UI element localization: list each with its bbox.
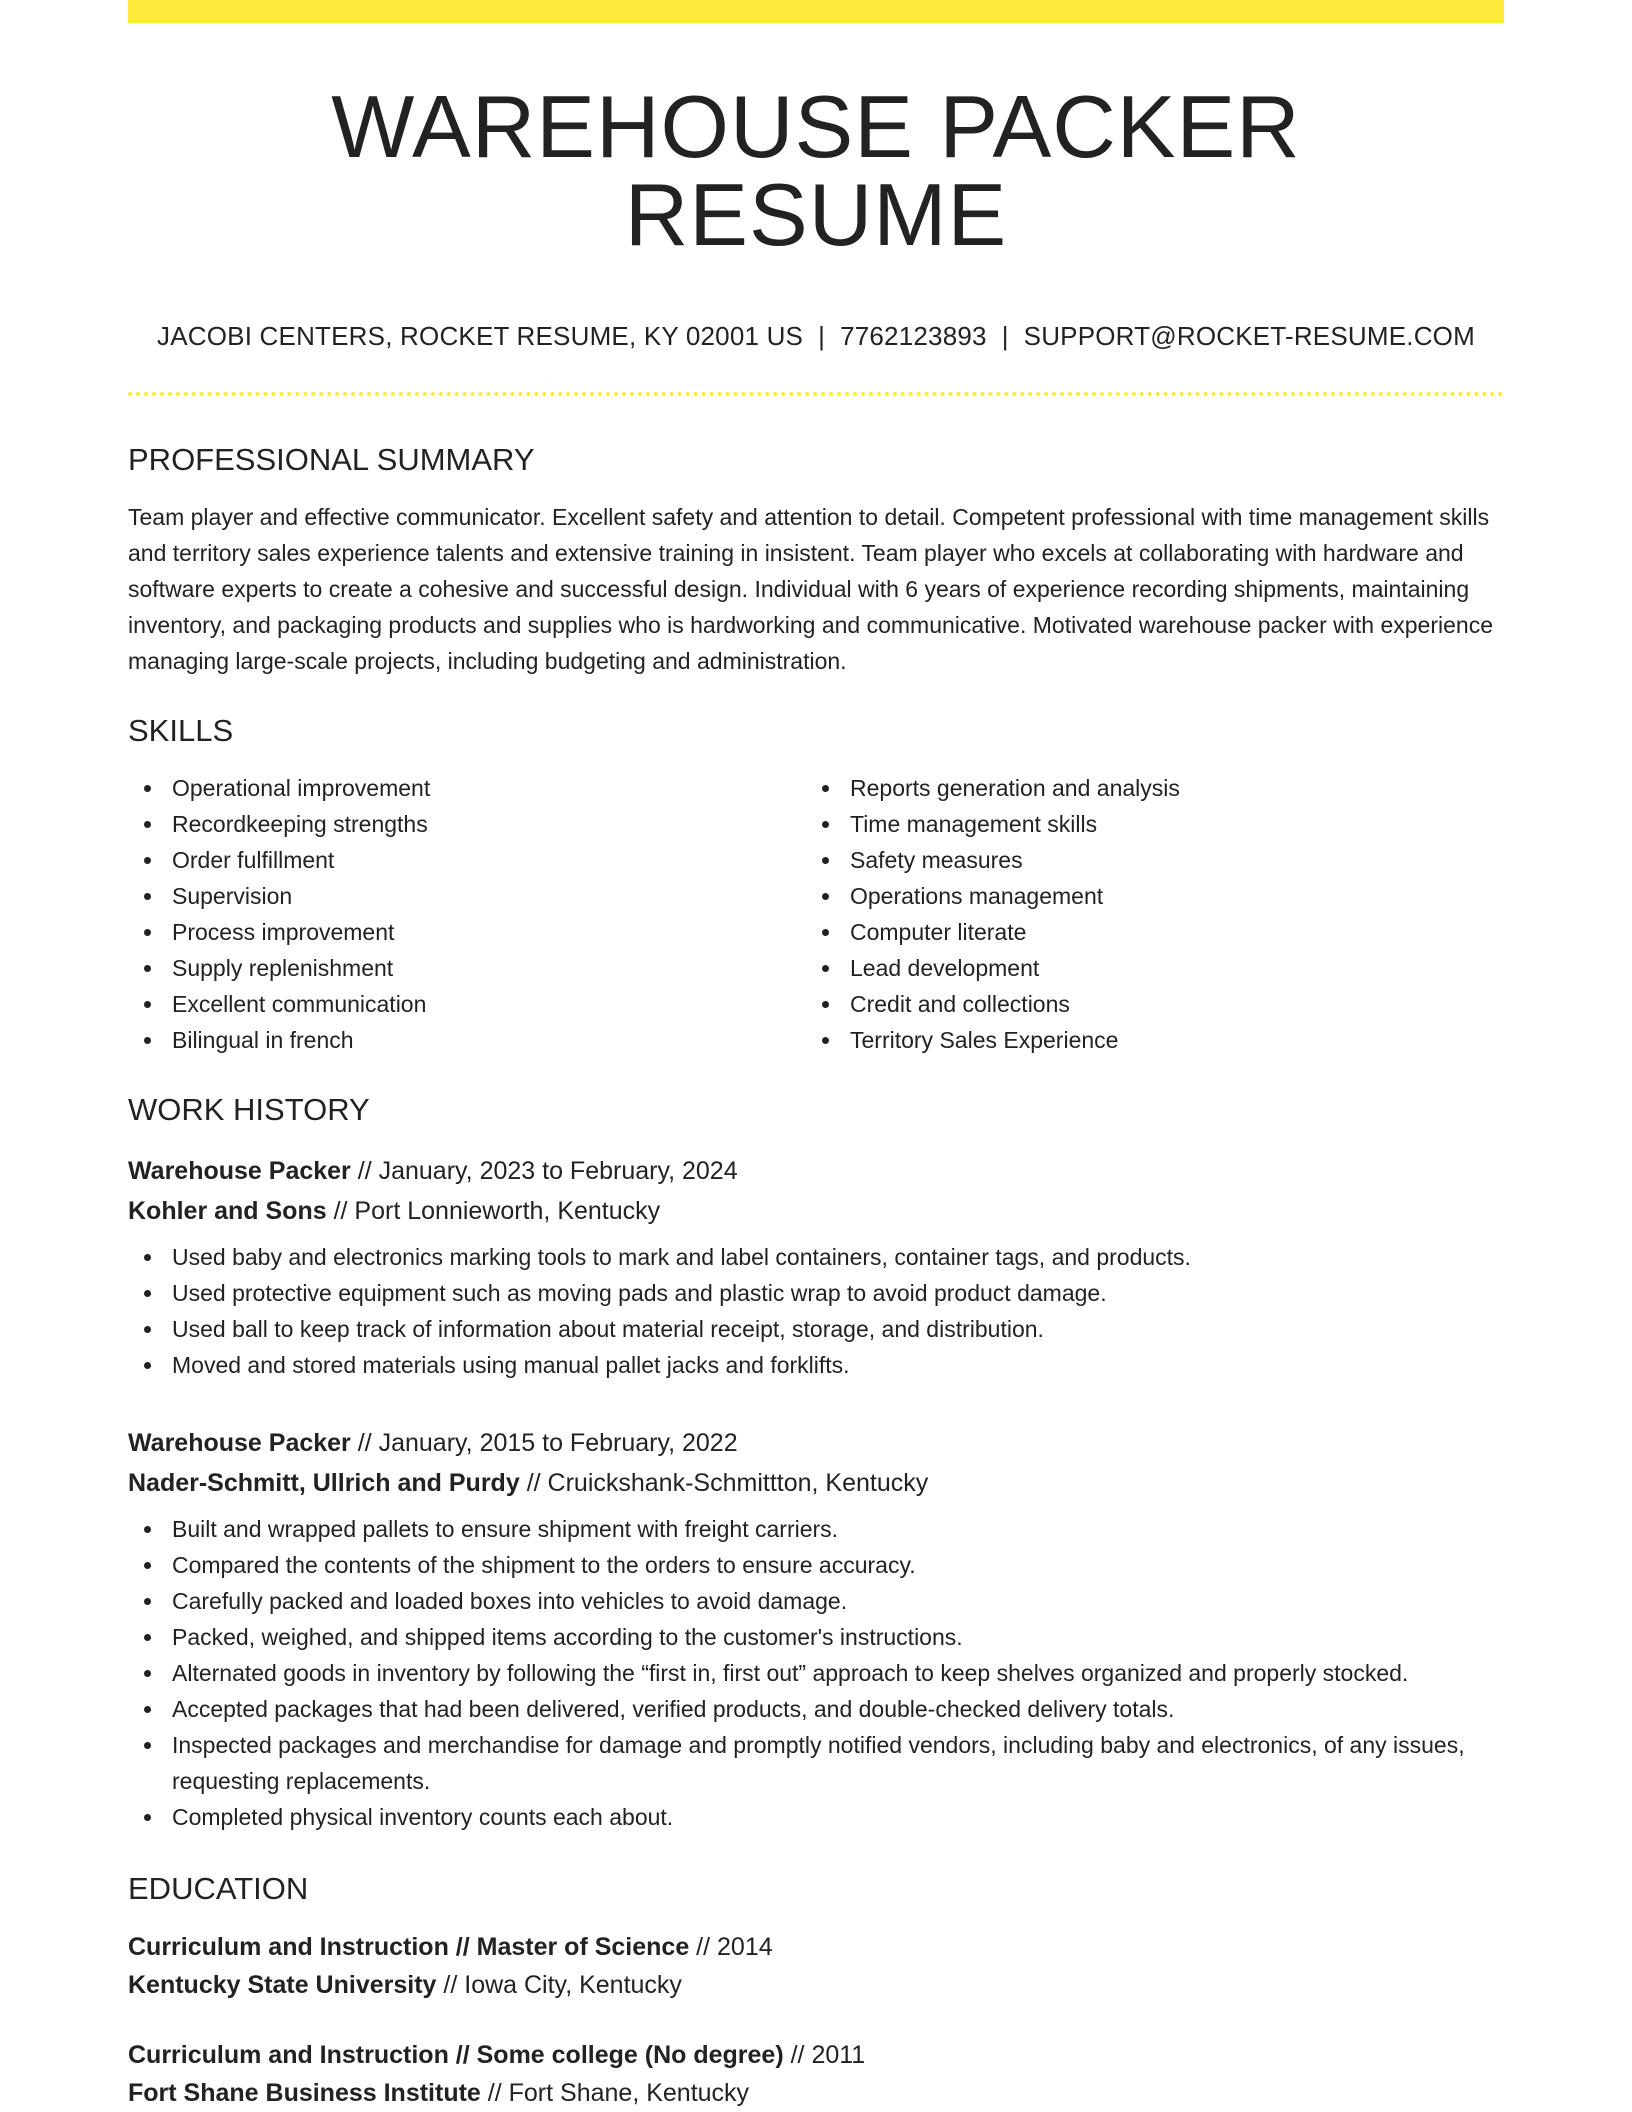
education-entry xyxy=(128,2036,1504,2112)
job-location: // Port Lonnieworth, Kentucky xyxy=(333,1197,661,1225)
skill-item xyxy=(128,1022,806,1058)
skill-label: Recordkeeping strengths xyxy=(172,811,428,837)
skill-item xyxy=(806,950,1484,986)
job-duties-list xyxy=(128,1511,1504,1835)
skill-label: Credit and collections xyxy=(850,991,1070,1017)
job-title-line xyxy=(128,1151,1504,1191)
bullet-icon xyxy=(144,929,151,936)
skill-item xyxy=(806,770,1484,806)
bullet-icon xyxy=(144,1362,151,1369)
contact-line xyxy=(128,323,1504,349)
education-school: Kentucky State University xyxy=(128,1971,437,1999)
top-accent-bar xyxy=(128,0,1504,23)
job-duties-list xyxy=(128,1239,1504,1383)
skill-label: Safety measures xyxy=(850,847,1023,873)
bullet-icon xyxy=(144,1598,151,1605)
bullet-icon xyxy=(144,1634,151,1641)
education-degree: Curriculum and Instruction // Master of Science xyxy=(128,1933,690,1961)
education-entry xyxy=(128,1928,1504,2004)
job-duty-item xyxy=(128,1583,1504,1619)
job-entry xyxy=(128,1423,1504,1835)
job-duty-item xyxy=(128,1347,1504,1383)
job-duty-text: Accepted packages that had been delivered, verified products, and double-checked delivery totals. xyxy=(172,1696,1175,1722)
job-duty-text: Used protective equipment such as moving pads and plastic wrap to avoid product damage. xyxy=(172,1280,1107,1306)
skill-label: Bilingual in french xyxy=(172,1027,354,1053)
skill-item xyxy=(128,806,806,842)
skill-item xyxy=(128,914,806,950)
contact-separator: | xyxy=(818,321,826,351)
summary-text: Team player and effective communicator. Excellent safety and attention to detail. Competent professional with time management skills and territory sales experience talents and extensive training in insistent. Team player who excels at collaborating with hardware and software experts to create a cohesive and successful design. Individual with 6 years of experience recording shipments, maintaining inventory, and packaging products and supplies who is hardworking and communicative. Motivated warehouse packer with experience managing large-scale projects, including budgeting and administration. xyxy=(128,504,1493,674)
job-duty-item xyxy=(128,1311,1504,1347)
contact-email: SUPPORT@ROCKET-RESUME.COM xyxy=(1023,321,1475,351)
education-school-line xyxy=(128,1966,1504,2004)
job-duty-text: Used ball to keep track of information about material receipt, storage, and distribution. xyxy=(172,1316,1044,1342)
job-duty-item xyxy=(128,1275,1504,1311)
job-duty-item xyxy=(128,1655,1504,1691)
bullet-icon xyxy=(822,857,829,864)
job-duty-item xyxy=(128,1727,1504,1799)
bullet-icon xyxy=(822,965,829,972)
bullet-icon xyxy=(144,1742,151,1749)
skill-label: Lead development xyxy=(850,955,1040,981)
skills-left-column xyxy=(128,770,806,1058)
bullet-icon xyxy=(144,1706,151,1713)
skill-label: Reports generation and analysis xyxy=(850,775,1180,801)
skill-item xyxy=(806,806,1484,842)
skill-label: Order fulfillment xyxy=(172,847,335,873)
bullet-icon xyxy=(144,1290,151,1297)
job-duty-item xyxy=(128,1511,1504,1547)
job-duty-text: Moved and stored materials using manual pallet jacks and forklifts. xyxy=(172,1352,850,1378)
skill-label: Operations management xyxy=(850,883,1104,909)
skill-item xyxy=(128,842,806,878)
job-duty-item xyxy=(128,1547,1504,1583)
skill-label: Operational improvement xyxy=(172,775,431,801)
contact-separator: | xyxy=(1001,321,1009,351)
skill-label: Excellent communication xyxy=(172,991,427,1017)
skill-item xyxy=(806,842,1484,878)
summary-heading: PROFESSIONAL SUMMARY xyxy=(128,442,535,477)
skill-item xyxy=(806,878,1484,914)
skill-item xyxy=(806,986,1484,1022)
job-company-line xyxy=(128,1463,1504,1503)
skill-label: Supervision xyxy=(172,883,293,909)
job-duty-text: Built and wrapped pallets to ensure shipment with freight carriers. xyxy=(172,1516,839,1542)
job-dates: // January, 2023 to February, 2024 xyxy=(357,1157,738,1185)
job-company: Kohler and Sons xyxy=(128,1197,327,1225)
skills-right-column xyxy=(806,770,1484,1058)
job-entry xyxy=(128,1151,1504,1383)
job-duty-text: Packed, weighed, and shipped items according to the customer's instructions. xyxy=(172,1624,963,1650)
bullet-icon xyxy=(144,1562,151,1569)
job-duty-item xyxy=(128,1619,1504,1655)
bullet-icon xyxy=(144,1670,151,1677)
bullet-icon xyxy=(822,893,829,900)
bullet-icon xyxy=(144,1254,151,1261)
bullet-icon xyxy=(144,1526,151,1533)
job-title-line xyxy=(128,1423,1504,1463)
bullet-icon xyxy=(822,1001,829,1008)
bullet-icon xyxy=(822,785,829,792)
bullet-icon xyxy=(144,1001,151,1008)
education-degree-line xyxy=(128,2036,1504,2074)
job-company-line xyxy=(128,1191,1504,1231)
education-school-line xyxy=(128,2074,1504,2112)
contact-address: JACOBI CENTERS, ROCKET RESUME, KY 02001 US xyxy=(157,321,804,351)
bullet-icon xyxy=(144,857,151,864)
job-duty-text: Alternated goods in inventory by following the “first in, first out” approach to keep shelves organized and properly stocked. xyxy=(172,1660,1409,1686)
resume-page xyxy=(128,0,1504,2112)
education-year: // 2014 xyxy=(696,1933,773,1961)
bullet-icon xyxy=(144,1814,151,1821)
education-location: // Fort Shane, Kentucky xyxy=(487,2079,750,2107)
bullet-icon xyxy=(144,965,151,972)
job-duty-text: Completed physical inventory counts each about. xyxy=(172,1804,674,1830)
skill-item xyxy=(806,1022,1484,1058)
education-location: // Iowa City, Kentucky xyxy=(443,1971,682,1999)
skill-label: Territory Sales Experience xyxy=(850,1027,1119,1053)
job-duty-item xyxy=(128,1239,1504,1275)
skill-label: Supply replenishment xyxy=(172,955,394,981)
skill-item xyxy=(806,914,1484,950)
bullet-icon xyxy=(144,1037,151,1044)
education-school: Fort Shane Business Institute xyxy=(128,2079,481,2107)
bullet-icon xyxy=(822,1037,829,1044)
bullet-icon xyxy=(144,1326,151,1333)
contact-phone: 7762123893 xyxy=(840,321,987,351)
work-history-heading: WORK HISTORY xyxy=(128,1092,370,1127)
bullet-icon xyxy=(144,785,151,792)
skill-item xyxy=(128,986,806,1022)
job-duty-item xyxy=(128,1799,1504,1835)
job-title: Warehouse Packer xyxy=(128,1429,351,1457)
education-year: // 2011 xyxy=(790,2041,866,2069)
job-company: Nader-Schmitt, Ullrich and Purdy xyxy=(128,1469,520,1497)
job-duty-text: Carefully packed and loaded boxes into vehicles to avoid damage. xyxy=(172,1588,848,1614)
bullet-icon xyxy=(822,929,829,936)
job-duty-text: Inspected packages and merchandise for damage and promptly notified vendors, including baby and electronics, of any issues, requesting replacements. xyxy=(172,1732,1465,1794)
skill-label: Process improvement xyxy=(172,919,395,945)
job-location: // Cruickshank-Schmittton, Kentucky xyxy=(526,1469,929,1497)
dotted-divider xyxy=(128,392,1504,396)
skill-item xyxy=(128,770,806,806)
skills-heading: SKILLS xyxy=(128,713,234,748)
job-duty-text: Compared the contents of the shipment to the orders to ensure accuracy. xyxy=(172,1552,916,1578)
skill-item xyxy=(128,878,806,914)
bullet-icon xyxy=(822,821,829,828)
job-duty-item xyxy=(128,1691,1504,1727)
education-degree-line xyxy=(128,1928,1504,1966)
job-dates: // January, 2015 to February, 2022 xyxy=(357,1429,738,1457)
skill-label: Time management skills xyxy=(850,811,1098,837)
skill-label: Computer literate xyxy=(850,919,1027,945)
job-duty-text: Used baby and electronics marking tools to mark and label containers, container tags, and products. xyxy=(172,1244,1191,1270)
skill-item xyxy=(128,950,806,986)
bullet-icon xyxy=(144,893,151,900)
job-title: Warehouse Packer xyxy=(128,1157,351,1185)
skills-grid xyxy=(128,770,1504,1058)
resume-title: WAREHOUSE PACKER RESUME xyxy=(331,77,1301,264)
education-degree: Curriculum and Instruction // Some college (No degree) xyxy=(128,2041,784,2069)
education-heading: EDUCATION xyxy=(128,1871,309,1906)
bullet-icon xyxy=(144,821,151,828)
